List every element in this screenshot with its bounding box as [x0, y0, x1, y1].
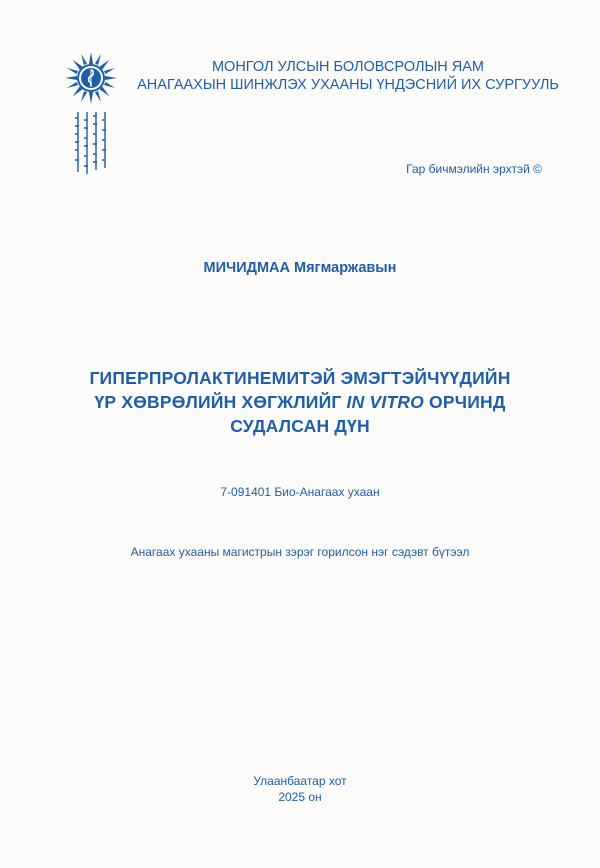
year: 2025 он: [278, 790, 322, 804]
thesis-title: [70, 366, 530, 438]
program-code: 7-091401 Био-Анагаах ухаан: [220, 485, 380, 499]
copyright-notice: Гар бичмэлийн эрхтэй ©: [406, 162, 542, 176]
place-and-year: [0, 773, 600, 805]
university-emblem-icon: [58, 50, 124, 180]
ministry-name: МОНГОЛ УЛСЫН БОЛОВСРОЛЫН ЯАМ: [211, 59, 485, 75]
title-line-2-italic: IN VITRO: [346, 392, 424, 412]
degree-statement: Анагаах ухааны магистрын зэрэг горилсон нэг сэдэвт бүтээл: [130, 545, 470, 559]
title-line-2-start: ҮР ХӨВРӨЛИЙН ХӨГЖЛИЙГ: [94, 392, 347, 412]
university-name: АНАГААХЫН ШИНЖЛЭХ УХААНЫ ҮНДЭСНИЙ ИХ СУРГУУЛЬ: [137, 77, 559, 93]
title-line-3: СУДАЛСАН ДҮН: [230, 416, 370, 436]
title-line-2-end: ОРЧИНД: [423, 392, 506, 412]
title-line-2: [70, 390, 530, 414]
institution-header: [128, 58, 568, 94]
title-line-1: ГИПЕРПРОЛАКТИНЕМИТЭЙ ЭМЭГТЭЙЧҮҮДИЙН: [89, 368, 511, 388]
author-name: МИЧИДМАА Мягмаржавын: [203, 260, 397, 276]
city: Улаанбаатар хот: [253, 774, 347, 788]
